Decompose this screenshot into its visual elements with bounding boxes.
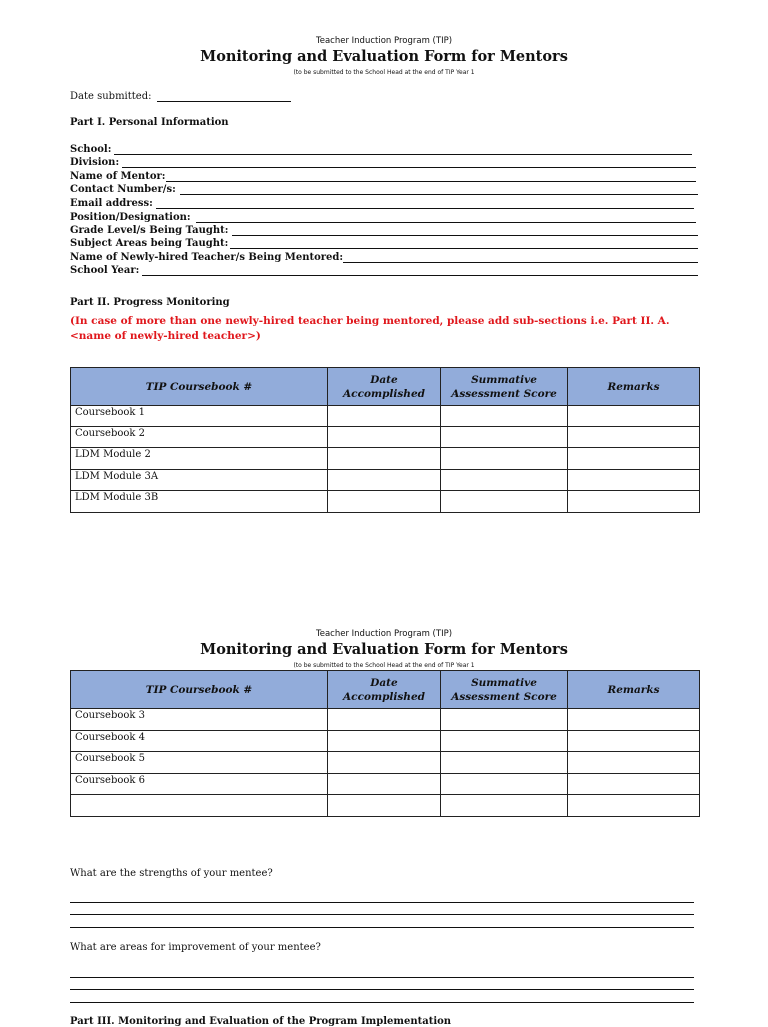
grade-level-field[interactable] [232, 235, 698, 236]
improvement-answer-line[interactable] [70, 989, 694, 990]
strengths-answer-line[interactable] [70, 914, 694, 915]
score-cell[interactable] [441, 774, 568, 795]
score-cell[interactable] [441, 752, 568, 774]
subject-areas-field[interactable] [230, 248, 698, 249]
coursebook-cell: LDM Module 3A [71, 470, 328, 491]
field-label-mentor: Name of Mentor: [70, 171, 166, 182]
score-cell[interactable] [441, 491, 568, 513]
header-assessment-score: Summative Assessment Score [441, 671, 568, 709]
strengths-question: What are the strengths of your mentee? [70, 868, 273, 879]
coursebook-table-1 [70, 367, 700, 513]
score-cell[interactable] [441, 795, 568, 817]
coursebook-table-2 [70, 670, 700, 817]
date-cell[interactable] [328, 491, 441, 513]
part2-note: (In case of more than one newly-hired teacher being mentored, please add sub-sections i.e. Part II. A. <name of newly-hired teacher>) [70, 315, 670, 342]
date-cell[interactable] [328, 448, 441, 470]
coursebook-cell: Coursebook 2 [71, 427, 328, 448]
remarks-cell[interactable] [568, 774, 700, 795]
table-row [71, 448, 700, 470]
improvement-answer-line[interactable] [70, 977, 694, 978]
coursebook-cell: Coursebook 1 [71, 406, 328, 427]
table-row [71, 795, 700, 817]
field-label-grade: Grade Level/s Being Taught: [70, 225, 229, 236]
field-label-subject: Subject Areas being Taught: [70, 238, 229, 249]
strengths-answer-line[interactable] [70, 902, 694, 903]
table-row [71, 709, 700, 731]
remarks-cell[interactable] [568, 406, 700, 427]
date-submitted-label: Date submitted: [70, 91, 152, 102]
school-year-field[interactable] [142, 275, 698, 276]
remarks-cell[interactable] [568, 491, 700, 513]
field-label-email: Email address: [70, 198, 153, 209]
mentee-name-field[interactable] [343, 262, 698, 263]
coursebook-cell: Coursebook 5 [71, 752, 328, 774]
table-row [71, 774, 700, 795]
table-row [71, 731, 700, 752]
contact-number-field[interactable] [180, 194, 698, 195]
score-cell[interactable] [441, 448, 568, 470]
header-date-accomplished: Date Accomplished [328, 671, 441, 709]
date-cell[interactable] [328, 427, 441, 448]
remarks-cell[interactable] [568, 448, 700, 470]
remarks-cell[interactable] [568, 731, 700, 752]
part1-heading: Part I. Personal Information [70, 117, 229, 128]
remarks-cell[interactable] [568, 709, 700, 731]
score-cell[interactable] [441, 470, 568, 491]
field-label-division: Division: [70, 157, 120, 168]
program-name: Teacher Induction Program (TIP) [315, 36, 453, 46]
remarks-cell[interactable] [568, 427, 700, 448]
table-row [71, 752, 700, 774]
part3-heading: Part III. Monitoring and Evaluation of the Program Implementation [70, 1016, 452, 1027]
date-cell[interactable] [328, 470, 441, 491]
table-row [71, 427, 700, 448]
coursebook-cell: LDM Module 2 [71, 448, 328, 470]
score-cell[interactable] [441, 406, 568, 427]
date-cell[interactable] [328, 774, 441, 795]
field-label-contact: Contact Number/s: [70, 184, 176, 195]
form-subtitle: (to be submitted to the School Head at the end of TIP Year 1 [293, 69, 475, 76]
form-title-2: Monitoring and Evaluation Form for Mentors [200, 641, 568, 658]
coursebook-cell: Coursebook 4 [71, 731, 328, 752]
field-label-school-year: School Year: [70, 265, 140, 276]
coursebook-cell: Coursebook 3 [71, 709, 328, 731]
header-date-accomplished: Date Accomplished [328, 368, 441, 406]
field-label-school: School: [70, 144, 112, 155]
mentor-name-field[interactable] [166, 181, 696, 182]
remarks-cell[interactable] [568, 752, 700, 774]
improvement-answer-line[interactable] [70, 1002, 694, 1003]
coursebook-cell: LDM Module 3B [71, 491, 328, 513]
email-field[interactable] [156, 208, 694, 209]
table-row [71, 491, 700, 513]
remarks-cell[interactable] [568, 470, 700, 491]
coursebook-cell: Coursebook 6 [71, 774, 328, 795]
header-assessment-score: Summative Assessment Score [441, 368, 568, 406]
school-field[interactable] [114, 154, 692, 155]
date-cell[interactable] [328, 406, 441, 427]
program-name-2: Teacher Induction Program (TIP) [315, 629, 453, 639]
table-row [71, 470, 700, 491]
score-cell[interactable] [441, 427, 568, 448]
header-remarks: Remarks [568, 368, 700, 406]
remarks-cell[interactable] [568, 795, 700, 817]
improvement-question: What are areas for improvement of your mentee? [70, 942, 321, 953]
date-cell[interactable] [328, 752, 441, 774]
header-remarks: Remarks [568, 671, 700, 709]
form-subtitle-2: (to be submitted to the School Head at the end of TIP Year 1 [293, 662, 475, 669]
date-submitted-field[interactable] [157, 101, 291, 102]
score-cell[interactable] [441, 731, 568, 752]
part2-heading: Part II. Progress Monitoring [70, 297, 230, 308]
division-field[interactable] [122, 167, 696, 168]
score-cell[interactable] [441, 709, 568, 731]
date-cell[interactable] [328, 731, 441, 752]
strengths-answer-line[interactable] [70, 927, 694, 928]
date-cell[interactable] [328, 709, 441, 731]
coursebook-cell [71, 795, 328, 817]
field-label-mentee: Name of Newly-hired Teacher/s Being Mentored: [70, 252, 344, 263]
position-field[interactable] [196, 222, 696, 223]
date-cell[interactable] [328, 795, 441, 817]
form-title: Monitoring and Evaluation Form for Mentors [200, 48, 568, 65]
table-row [71, 406, 700, 427]
field-label-position: Position/Designation: [70, 212, 191, 223]
header-coursebook: TIP Coursebook # [71, 368, 328, 406]
header-coursebook: TIP Coursebook # [71, 671, 328, 709]
